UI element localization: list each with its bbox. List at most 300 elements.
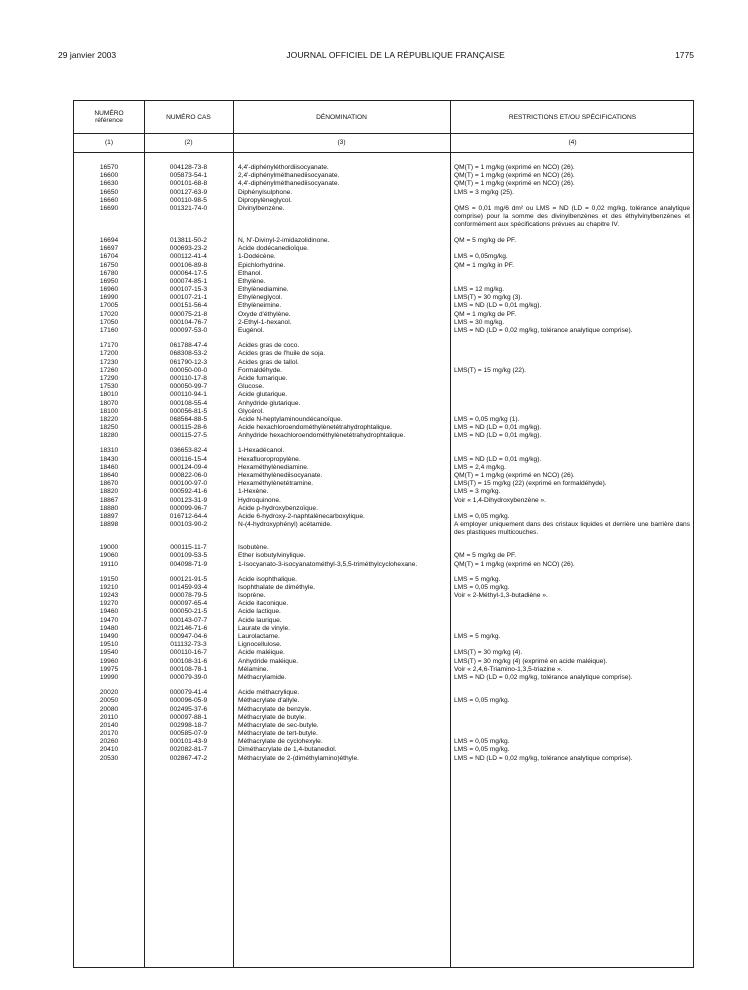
cas-number-cell: 000108-31-6 (169, 657, 208, 665)
ref-number-cell: 19000 (99, 544, 119, 552)
cas-number-cell: 061788-47-4 (169, 342, 208, 350)
cas-number-cell: 000056-81-5 (169, 407, 208, 415)
cas-number-cell: 000104-76-7 (169, 318, 208, 326)
ref-number-cell: 18430 (99, 455, 119, 463)
denomination-cell: Acide hexachloroendométhylènetétrahydrophtalique. (238, 424, 392, 432)
cas-number-cell: 000110-98-5 (170, 196, 207, 204)
ref-number-cell: 18250 (99, 424, 119, 432)
ref-number-cell: 19510 (99, 641, 119, 649)
denomination-cell: Acides gras de tallol. (238, 358, 299, 366)
denomination-cell: Acide 6-hydroxy-2-naphtalènecarboxylique. (238, 512, 365, 520)
table-row (74, 456, 693, 464)
denomination-cell: Méthacrylate de 2-(diméthylamino)éthyle. (238, 754, 359, 762)
denomination-cell: Anhydride hexachloroendométhylènetétrahydrophtalique. (238, 432, 406, 440)
table-row (74, 738, 693, 746)
table-row (74, 714, 693, 722)
ref-number-cell: 19243 (99, 592, 119, 600)
restriction-cell: QM(T) = 1 mg/kg (exprimé en NCO) (26). (454, 560, 575, 568)
restriction-cell: Voir « 2-Méthyl-1,3-butadiène ». (454, 592, 548, 600)
denomination-cell: Laurolactame. (238, 633, 280, 640)
ref-number-cell: 16694 (99, 236, 119, 244)
denomination-cell: Hexaméthylènediisocyanate. (238, 472, 323, 479)
restriction-cell: QM(T) = 1 mg/kg (exprimé en NCO) (26). (454, 472, 575, 479)
ref-number-cell: 17200 (99, 350, 119, 358)
column-number: (4) (568, 139, 577, 146)
ref-number-cell: 16690 (99, 204, 119, 212)
table-row (74, 350, 693, 358)
ref-number-cell: 17020 (99, 310, 119, 318)
cas-number-cell: 001459-93-4 (169, 583, 208, 591)
denomination-cell: Méthacrylate de tert-butyle. (238, 730, 318, 738)
ref-number-cell: 18100 (99, 407, 119, 415)
table-row (74, 294, 693, 302)
cas-number-cell: 000107-15-3 (169, 286, 208, 294)
ref-number-cell: 18820 (99, 488, 119, 496)
ref-number-cell: 18897 (99, 512, 119, 520)
ref-number-cell: 18670 (99, 480, 119, 488)
ref-number-cell: 19975 (99, 665, 119, 673)
table-row (74, 262, 693, 270)
cas-number-cell: 000064-17-5 (169, 269, 208, 277)
table-row (74, 584, 693, 592)
ref-number-cell: 18867 (99, 496, 119, 504)
ref-number-cell: 20260 (99, 738, 119, 746)
ref-number-cell: 19990 (99, 673, 119, 681)
table-row (74, 367, 693, 375)
cas-number-cell: 000109-53-5 (169, 552, 208, 560)
denomination-cell: 2,4'-diphénylméthanediisocyanate. (238, 172, 340, 180)
cas-number-cell: 002082-81-7 (169, 746, 208, 754)
table-row (74, 472, 693, 480)
cas-number-cell: 000107-21-1 (169, 294, 208, 302)
ref-number-cell: 20410 (99, 746, 119, 754)
restriction-cell: LMS = 12 mg/kg. (454, 286, 505, 294)
restriction-cell: LMS = 3 mg/kg (25). (454, 188, 514, 196)
table-row (74, 552, 693, 560)
ref-number-cell: 18010 (99, 391, 119, 399)
cas-number-cell: 002495-37-6 (169, 705, 208, 713)
ref-number-cell: 20050 (99, 697, 119, 705)
table-row (74, 342, 693, 350)
cas-number-cell: 000947-04-6 (169, 633, 208, 640)
ref-number-cell: 17230 (99, 358, 119, 366)
ref-number-cell: 19210 (99, 583, 119, 591)
denomination-cell: Méthacrylate de sec-butyle. (238, 721, 319, 729)
restriction-cell: LMS = 0,05mg/kg. (454, 253, 508, 261)
denomination-cell: Isophthalate de diméthyle. (238, 583, 315, 591)
cas-number-cell: 000050-00-0 (169, 366, 208, 374)
denomination-cell: Méthacrylate d'allyle. (238, 697, 300, 705)
cas-number-cell: 000103-90-2 (169, 521, 208, 529)
ref-number-cell: 16660 (99, 196, 119, 204)
cas-number-cell: 000592-41-6 (169, 488, 208, 496)
restriction-cell: LMS(T) = 30 mg/kg (4) (exprimé en acide maléique). (454, 657, 608, 665)
ref-number-cell: 19060 (99, 552, 119, 560)
ref-number-cell: 18220 (99, 415, 119, 423)
restriction-cell: LMS = 5 mg/kg. (454, 575, 501, 583)
denomination-cell: Acide méthacrylique. (238, 689, 300, 697)
cas-number-cell: 000099-96-7 (169, 504, 208, 512)
column-header-ref: NUMÉRO référence (94, 110, 124, 124)
restriction-cell: LMS(T) = 15 mg/kg (22). (454, 366, 527, 374)
ref-number-cell: 19150 (99, 575, 119, 583)
table-row (74, 400, 693, 408)
ref-number-cell: 19270 (99, 600, 119, 608)
cas-number-cell: 068564-88-5 (169, 415, 208, 423)
denomination-cell: Formaldéhyde. (238, 366, 282, 374)
ref-number-cell: 18640 (99, 472, 119, 479)
restriction-cell: QM = 5 mg/kg de PF. (454, 236, 517, 244)
table-row (74, 375, 693, 383)
restriction-cell: LMS = ND (LD = 0,01 mg/kg). (454, 432, 542, 440)
ref-number-cell: 16780 (99, 269, 119, 277)
cas-number-cell: 002998-18-7 (169, 721, 208, 729)
denomination-cell: Hexafluoropropylène. (238, 455, 301, 463)
restriction-cell: QMS = 0,01 mg/6 dm² ou LMS = ND (LD = 0,02 mg/kg, tolérance analytique comprise) pour la somme des divinylbenzènes et des éthylvinylbenzènes et conformément aux spécifications prévues au chapitre IV. (454, 204, 690, 229)
column-header-restrictions: RESTRICTIONS ET/OU SPÉCIFICATIONS (508, 113, 637, 121)
ref-number-cell: 19540 (99, 649, 119, 657)
ref-number-cell: 18460 (99, 463, 119, 471)
table-row (74, 319, 693, 327)
denomination-cell: Hexaméthylènediamine. (238, 463, 309, 471)
denomination-cell: Ether isobutylvinylique. (238, 552, 306, 560)
restriction-cell: LMS(T) = 15 mg/kg (22) (exprimé en formaldéhyde). (454, 480, 607, 488)
restriction-cell: LMS = 2,4 mg/kg. (454, 463, 506, 471)
cas-number-cell: 000151-56-4 (169, 302, 208, 310)
cas-number-cell: 000079-39-0 (169, 673, 208, 681)
table-row (74, 697, 693, 705)
ref-number-cell: 20530 (99, 754, 119, 762)
cas-number-cell: 000097-88-1 (169, 713, 208, 721)
table-row (74, 464, 693, 472)
denomination-cell: 2-Ethyl-1-hexanol. (238, 318, 292, 326)
table-row (74, 689, 693, 697)
ref-number-cell: 16750 (99, 261, 119, 269)
cas-number-cell: 000143-07-7 (169, 616, 208, 624)
restriction-cell: LMS = 0,05 mg/kg. (454, 746, 510, 754)
restriction-cell: A employer uniquement dans des cristaux liquides et derrière une barrière dans des plastiques multicouches. (454, 521, 690, 537)
ref-number-cell: 19480 (99, 624, 119, 632)
ref-number-cell: 18280 (99, 432, 119, 440)
table-row (74, 633, 693, 641)
denomination-cell: Isobutène. (238, 544, 269, 552)
denomination-cell: Epichlorhydrine. (238, 261, 286, 269)
cas-number-cell: 000115-11-7 (170, 544, 207, 552)
denomination-cell: Oxyde d'éthylène. (238, 310, 291, 318)
denomination-cell: Acides gras de coco. (238, 342, 300, 350)
ref-number-cell: 19960 (99, 657, 119, 665)
cas-number-cell: 000110-16-7 (170, 649, 207, 657)
table-row (74, 302, 693, 310)
denomination-cell: Laurate de vinyle. (238, 624, 291, 632)
ref-number-cell: 17050 (99, 318, 119, 326)
column-header-cas: NUMÉRO CAS (166, 113, 211, 121)
table-row (74, 706, 693, 714)
table-row (74, 674, 693, 682)
table-row (74, 488, 693, 496)
restriction-cell: LMS = 0,05 mg/kg. (454, 512, 510, 520)
table-row (74, 172, 693, 180)
denomination-cell: Glycérol. (238, 407, 265, 415)
cas-number-cell: 013811-50-2 (170, 236, 207, 244)
denomination-cell: Méthacrylamide. (238, 673, 287, 681)
restriction-cell: QM(T) = 1 mg/kg (exprimé en NCO) (26). (454, 180, 575, 188)
column-number: (2) (184, 139, 193, 146)
table-row (74, 600, 693, 608)
restriction-cell: QM = 1 mg/kg de PF. (454, 310, 517, 318)
table-row (74, 608, 693, 616)
cas-number-cell: 000100-97-0 (169, 480, 208, 488)
table-row (74, 416, 693, 424)
cas-number-cell: 004128-73-8 (169, 164, 208, 171)
table-row (74, 391, 693, 399)
table-row (74, 447, 693, 455)
table-row (74, 617, 693, 625)
denomination-cell: Acide N-heptylaminoundécanoïque. (238, 415, 343, 423)
table-row (74, 270, 693, 278)
table-row (74, 521, 693, 537)
denomination-cell: Isoprène. (238, 592, 266, 600)
cas-number-cell: 000123-31-9 (169, 496, 208, 504)
ref-number-cell: 20170 (99, 730, 119, 738)
ref-number-cell: 16570 (99, 164, 119, 171)
table-row (74, 359, 693, 367)
cas-number-cell: 000115-28-6 (170, 424, 207, 432)
cas-number-cell: 002867-47-2 (169, 754, 208, 762)
cas-number-cell: 001321-74-0 (169, 204, 208, 212)
column-number: (1) (104, 139, 114, 146)
table-body (74, 164, 693, 763)
table-row (74, 730, 693, 738)
denomination-cell: 4,4'-diphénylméthanediisocyanate. (238, 180, 340, 188)
table-row (74, 480, 693, 488)
denomination-cell: N, N'-Divinyl-2-imidazolidinone. (238, 236, 330, 244)
table-row (74, 576, 693, 584)
table-row (74, 245, 693, 253)
denomination-cell: Hexaméthylènetétramine. (238, 480, 314, 488)
ref-number-cell: 16630 (99, 180, 119, 188)
denomination-cell: Acide maléique. (238, 649, 285, 657)
table-row (74, 746, 693, 754)
cas-number-cell: 000050-21-5 (169, 608, 208, 616)
denomination-cell: Acide fumarique. (238, 374, 288, 382)
denomination-cell: Anhydride maléique. (238, 657, 299, 665)
cas-number-cell: 000112-41-4 (170, 253, 207, 261)
ref-number-cell: 16950 (99, 277, 119, 285)
denomination-cell: Acide isophthalique. (238, 575, 298, 583)
table-row (74, 722, 693, 730)
cas-number-cell: 016712-64-4 (169, 512, 208, 520)
denomination-cell: Ethylèneglycol. (238, 294, 283, 302)
ref-number-cell: 17170 (99, 342, 119, 350)
restriction-cell: LMS = ND (LD = 0,01 mg/kg). (454, 455, 542, 463)
cas-number-cell: 000074-85-1 (169, 277, 208, 285)
denomination-cell: Ethylèneimine. (238, 302, 282, 310)
restriction-cell: LMS = 0,05 mg/kg. (454, 738, 510, 746)
table-row (74, 205, 693, 230)
denomination-cell: Méthacrylate de butyle. (238, 713, 307, 721)
table-row (74, 625, 693, 633)
denomination-cell: 1-Hexadécanol. (238, 447, 285, 455)
table-row (74, 561, 693, 569)
cas-number-cell: 000097-65-4 (169, 600, 208, 608)
restriction-cell: LMS = ND (LD = 0,02 mg/kg, tolérance analytique comprise). (454, 673, 633, 681)
cas-number-cell: 000115-27-5 (170, 432, 207, 440)
restriction-cell: Voir « 2,4,6-Triamino-1,3,5-triazine ». (454, 665, 563, 673)
restriction-cell: LMS = ND (LD = 0,02 mg/kg, tolérance analytique comprise). (454, 754, 633, 762)
cas-number-cell: 000127-63-9 (169, 188, 208, 196)
restriction-cell: LMS = 30 mg/kg. (454, 318, 505, 326)
table-row (74, 513, 693, 521)
denomination-cell: Diphénylsulphone. (238, 188, 293, 196)
restriction-cell: QM = 5 mg/kg de PF. (454, 552, 517, 560)
cas-number-cell: 002146-71-6 (169, 624, 208, 632)
cas-number-cell: 000101-68-8 (169, 180, 208, 188)
denomination-cell: Méthacrylate de benzyle. (238, 705, 312, 713)
denomination-cell: Mélamine. (238, 665, 269, 673)
cas-number-cell: 005873-54-1 (169, 172, 208, 180)
cas-number-cell: 036653-82-4 (169, 447, 208, 455)
table-row (74, 666, 693, 674)
denomination-cell: Acide itaconique. (238, 600, 289, 608)
table-row (74, 311, 693, 319)
cas-number-cell: 000097-53-0 (169, 327, 208, 334)
table-row (74, 505, 693, 513)
column-header-denomination: DÉNOMINATION (316, 113, 367, 121)
cas-number-cell: 000108-55-4 (169, 399, 208, 407)
denomination-cell: Dipropylèneglycol. (238, 196, 292, 204)
denomination-cell: Eugénol. (238, 327, 265, 334)
header-journal-title: JOURNAL OFFICIEL DE LA RÉPUBLIQUE FRANÇAISE (286, 50, 505, 60)
denomination-cell: Acides gras de l'huile de soja. (238, 350, 326, 358)
table-row (74, 327, 693, 335)
cas-number-cell: 061790-12-3 (169, 358, 208, 366)
table-row (74, 197, 693, 205)
denomination-cell: Ethylènediamine. (238, 286, 289, 294)
denomination-cell: Divinylbenzène. (238, 204, 285, 212)
restriction-cell: QM(T) = 1 mg/kg (exprimé en NCO) (26). (454, 172, 575, 180)
ref-number-cell: 16960 (99, 286, 119, 294)
restriction-cell: LMS = 0,05 mg/kg (1). (454, 415, 520, 423)
table-row (74, 641, 693, 649)
cas-number-cell: 000096-05-9 (169, 697, 208, 705)
ref-number-cell: 20020 (99, 689, 119, 697)
ref-number-cell: 18070 (99, 399, 119, 407)
cas-number-cell: 000121-91-5 (169, 575, 208, 583)
ref-number-cell: 19460 (99, 608, 119, 616)
table-row (74, 497, 693, 505)
restriction-cell: LMS = 5 mg/kg. (454, 633, 501, 640)
header-divider (74, 152, 693, 153)
restriction-cell: LMS(T) = 30 mg/kg (4). (454, 649, 523, 657)
ref-number-cell: 16650 (99, 188, 119, 196)
restriction-cell: LMS = ND (LD = 0,01 mg/kg). (454, 424, 542, 432)
denomination-cell: Ethanol. (238, 269, 263, 277)
denomination-cell: Hydroquinone. (238, 496, 281, 504)
restriction-cell: LMS = 3 mg/kg. (454, 488, 501, 496)
denomination-cell: Lignocellulose. (238, 641, 282, 649)
ref-number-cell: 20140 (99, 721, 119, 729)
denomination-cell: Acide p-hydroxybenzoïque. (238, 504, 318, 512)
cas-number-cell: 000585-07-9 (169, 730, 208, 738)
table-row (74, 658, 693, 666)
ref-number-cell: 17290 (99, 374, 119, 382)
ref-number-cell: 20080 (99, 705, 119, 713)
table-row (74, 180, 693, 188)
page-header (58, 50, 694, 60)
ref-number-cell: 17530 (99, 383, 119, 391)
cas-number-cell: 004098-71-9 (169, 560, 208, 568)
table-row (74, 278, 693, 286)
denomination-cell: Acide dodécanedioïque. (238, 245, 309, 253)
cas-number-cell: 000110-17-8 (170, 374, 207, 382)
cas-number-cell: 068308-53-2 (169, 350, 208, 358)
table-row (74, 286, 693, 294)
ref-number-cell: 19470 (99, 616, 119, 624)
table-row (74, 544, 693, 552)
cas-number-cell: 000108-78-1 (169, 665, 208, 673)
column-number: (3) (337, 139, 346, 146)
ref-number-cell: 17160 (99, 327, 119, 334)
denomination-cell: 1-Isocyanato-3-isocyanatométhyl-3,5,5-triméthylcyclohexane. (238, 560, 418, 568)
ref-number-cell: 19110 (100, 560, 118, 568)
cas-number-cell: 000075-21-8 (169, 310, 208, 318)
ref-number-cell: 19490 (99, 633, 119, 640)
cas-number-cell: 011132-73-3 (170, 641, 207, 649)
header-date: 29 janvier 2003 (58, 50, 117, 60)
denomination-cell: Acide lactique. (238, 608, 281, 616)
cas-number-cell: 000110-94-1 (170, 391, 207, 399)
denomination-cell: 1-Dodécène. (238, 253, 276, 261)
ref-number-cell: 16697 (99, 245, 119, 253)
denomination-cell: Glucose. (238, 383, 265, 391)
table-row (74, 432, 693, 440)
denomination-cell: Anhydride glutarique. (238, 399, 301, 407)
denomination-cell: 4,4'-diphényléthordiisocyanate. (238, 164, 329, 171)
ref-number-cell: 16990 (99, 294, 119, 302)
table-row (74, 755, 693, 763)
table-row (74, 253, 693, 261)
ref-number-cell: 17005 (99, 302, 119, 310)
restriction-cell: LMS = 0,05 mg/kg. (454, 697, 510, 705)
table-row (74, 424, 693, 432)
cas-number-cell: 000106-89-8 (169, 261, 208, 269)
denomination-cell: Méthacrylate de cyclohexyle. (238, 738, 323, 746)
ref-number-cell: 20110 (100, 713, 118, 721)
cas-number-cell: 000079-41-4 (169, 689, 208, 697)
cas-number-cell: 000116-15-4 (170, 455, 207, 463)
table-row (74, 383, 693, 391)
denomination-cell: Acide laurique. (238, 616, 282, 624)
table-row (74, 237, 693, 245)
table-row (74, 164, 693, 172)
cas-number-cell: 000124-09-4 (169, 463, 208, 471)
ref-number-cell: 16704 (99, 253, 119, 261)
cas-number-cell: 000693-23-2 (169, 245, 208, 253)
cas-number-cell: 000050-99-7 (169, 383, 208, 391)
denomination-cell: Diméthacrylate de 1,4-butanediol. (238, 746, 337, 754)
denomination-cell: Ethylène. (238, 277, 266, 285)
restriction-cell: LMS = ND (LD = 0,01 mg/kg). (454, 302, 542, 310)
ref-number-cell: 16600 (99, 172, 119, 180)
table-row (74, 408, 693, 416)
restriction-cell: LMS = ND (LD = 0,02 mg/kg, tolérance analytique comprise). (454, 327, 633, 334)
ref-number-cell: 17260 (99, 366, 119, 374)
restriction-cell: QM = 1 mg/kg in PF. (454, 261, 514, 269)
denomination-cell: Acide glutarique. (238, 391, 288, 399)
denomination-cell: N-(4-hydroxyphényl) acétamide. (238, 521, 332, 529)
table-row (74, 592, 693, 600)
